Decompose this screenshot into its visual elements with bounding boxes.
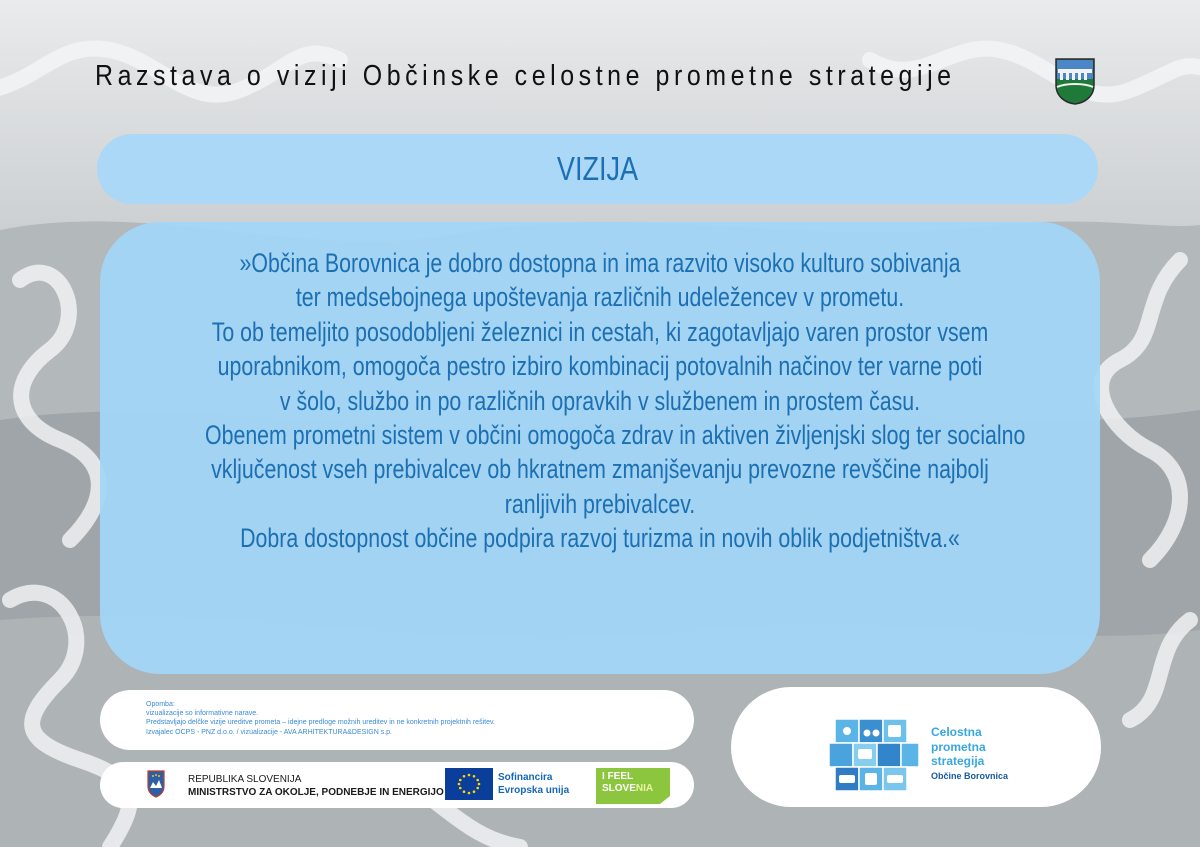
strategy-municipality: Občine Borovnica [931, 770, 1009, 781]
ministry-label: MINISTRSTVO ZA OKOLJE, PODNEBJE IN ENERGIJO [188, 787, 444, 798]
sponsor-logos-panel [100, 762, 694, 808]
borovnica-coat-of-arms-icon [1054, 57, 1096, 105]
republic-label: REPUBLIKA SLOVENIJA [188, 774, 302, 785]
note-line: Izvajalec OCPS - PNZ d.o.o. / vizualizacije - AVA ARHITEKTURA&DESIGN s.p. [146, 728, 392, 736]
note-text [146, 700, 495, 737]
note-line: Predstavljajo delčke vizije ureditve prometa – idejne predloge možnih ureditev in ne konkretnih projektnih rešitev. [146, 719, 495, 727]
slovenia-coat-of-arms-icon [147, 770, 165, 798]
eu-line-1: Sofinancira [498, 772, 553, 783]
vision-line: Obenem prometni sistem v občini omogoča zdrav in aktiven življenjski slog ter socialno [205, 420, 1026, 451]
ifeel-slove: SLOVE [602, 783, 636, 794]
section-title-bar [97, 134, 1098, 204]
eu-line-2: Evropska unija [498, 785, 570, 796]
ifeel-line-1: I FEEL [602, 771, 634, 782]
section-title: VIZIJA [556, 150, 639, 187]
vision-line: ter medsebojnega upoštevanja različnih udeležencev v prometu. [295, 282, 905, 313]
vision-line: vključenost vseh prebivalcev ob hkratnem zmanjševanju prevozne revščine najbolj [211, 454, 989, 485]
i-feel-slovenia-text [602, 771, 653, 795]
vision-line: ranljivih prebivalcev. [504, 488, 696, 519]
vision-line: To ob temeljito posodobljeni železnici in cestah, ki zagotavljajo varen prostor vsem [211, 316, 989, 347]
strategy-line-1: Celostna [931, 725, 982, 739]
strategy-logo-text [931, 725, 1008, 783]
note-line: vizualizacije so informativne narave. [146, 710, 259, 718]
eu-flag-icon [445, 768, 493, 800]
note-line: Opomba: [146, 701, 175, 708]
eu-cofinancing-label [498, 771, 569, 797]
exhibition-title: Razstava o viziji Občinske celostne prometne strategije [95, 60, 956, 92]
note-panel [100, 690, 694, 750]
vision-line: uporabnikom, omogoča pestro izbiro kombinacij potovalnih načinov ter varne poti [217, 351, 983, 382]
strategy-line-3: strategija [931, 754, 985, 768]
ifeel-nia: NIA [635, 783, 654, 794]
ministry-logo-text [188, 773, 444, 799]
strategy-line-2: prometna [931, 739, 986, 754]
strategy-logo-panel [731, 687, 1101, 807]
vision-line: Dobra dostopnost občine podpira razvoj turizma in novih oblik podjetništva.« [240, 523, 960, 554]
vision-statement-panel [100, 222, 1100, 674]
vision-statement [100, 246, 1100, 556]
vision-line: »Občina Borovnica je dobro dostopna in ima razvito visoko kulturo sobivanja [239, 248, 961, 278]
vision-line: v šolo, službo in po različnih opravkih v službenem in prostem času. [279, 385, 921, 416]
puzzle-transport-logo-icon [825, 717, 921, 795]
